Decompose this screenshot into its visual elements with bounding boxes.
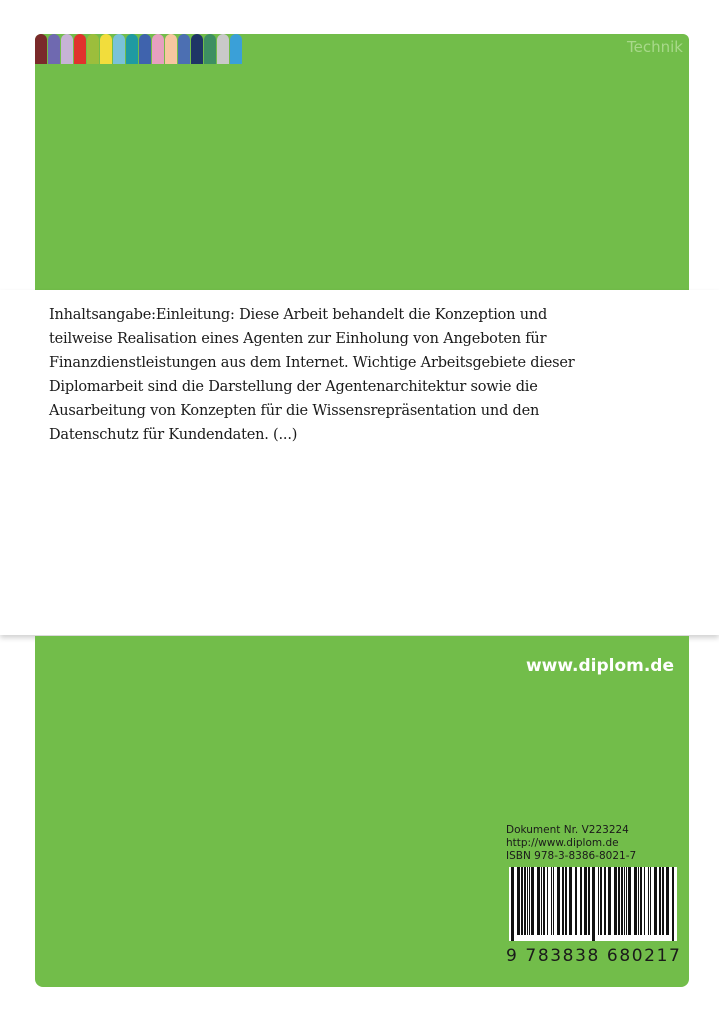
barcode-bar [543, 867, 545, 935]
barcode-bar [666, 867, 669, 935]
color-tab [87, 34, 99, 64]
color-tab [35, 34, 47, 64]
color-tab [61, 34, 73, 64]
barcode-bar [650, 867, 651, 935]
category-label: Technik [627, 38, 683, 56]
color-tab [48, 34, 60, 64]
barcode-bar [634, 867, 637, 935]
barcode-bar [553, 867, 554, 935]
barcode-bar [592, 867, 595, 941]
barcode-bar [575, 867, 577, 935]
barcode-bar [662, 867, 664, 935]
color-tab [204, 34, 216, 64]
barcode-bar [584, 867, 587, 935]
barcode-bar [588, 867, 590, 935]
barcode-bar [644, 867, 645, 935]
barcode-bar [626, 867, 627, 935]
color-tab [178, 34, 190, 64]
barcode-bar [672, 867, 674, 941]
isbn-barcode [509, 867, 677, 941]
barcode-bar [527, 867, 528, 935]
barcode-bar [551, 867, 552, 935]
barcode-bar [511, 867, 514, 941]
barcode-bar [547, 867, 548, 935]
color-tab [100, 34, 112, 64]
barcode-bar [562, 867, 564, 935]
barcode-bar [614, 867, 617, 935]
isbn-number: ISBN 978-3-8386-8021-7 [506, 850, 637, 862]
color-tab [126, 34, 138, 64]
barcode-icon [509, 867, 677, 941]
color-tab [113, 34, 125, 64]
publisher-url[interactable]: www.diplom.de [525, 656, 674, 676]
color-tab [152, 34, 164, 64]
barcode-bar [557, 867, 560, 935]
barcode-bar [621, 867, 623, 935]
color-tab [230, 34, 242, 64]
barcode-bar [624, 867, 625, 935]
barcode-bar [628, 867, 631, 935]
barcode-bar [600, 867, 602, 935]
cover-top-panel [35, 34, 689, 290]
barcode-bar [580, 867, 582, 935]
barcode-bar [648, 867, 649, 935]
barcode-bar [638, 867, 639, 935]
document-number: Dokument Nr. V223224 [506, 824, 629, 836]
barcode-bar [537, 867, 540, 935]
cover-bottom-panel [35, 636, 689, 987]
barcode-bar [565, 867, 567, 935]
color-tab [74, 34, 86, 64]
barcode-bar [541, 867, 542, 935]
barcode-bar [604, 867, 606, 935]
color-tab [217, 34, 229, 64]
barcode-bar [521, 867, 523, 935]
document-info [506, 824, 636, 863]
barcode-bar [517, 867, 520, 935]
color-tabs [35, 34, 243, 64]
barcode-bar [598, 867, 599, 935]
abstract-text: Inhaltsangabe:Einleitung: Diese Arbeit behandelt die Konzeption und teilweise Realisation eines Agenten zur Einholung von Angeboten für Finanzdienstleistungen aus dem Internet. Wichtige Arbeitsgebiete dieser Diplomarbeit sind die Darstellung der Agentenarchitektur sowie die Ausarbeitung von Konzepten für die Wissensrepräsentation und den Datenschutz für Kundendaten. (...) [49, 307, 575, 443]
barcode-bar [654, 867, 657, 935]
barcode-bar [608, 867, 611, 935]
barcode-bar [524, 867, 526, 935]
website-link[interactable]: http://www.diplom.de [506, 837, 619, 849]
barcode-bar [659, 867, 661, 935]
color-tab [165, 34, 177, 64]
barcode-bar [531, 867, 534, 935]
color-tab [191, 34, 203, 64]
barcode-bar [529, 867, 530, 935]
barcode-bar [569, 867, 572, 935]
color-tab [139, 34, 151, 64]
barcode-bar [618, 867, 620, 935]
barcode-bar [640, 867, 642, 935]
barcode-digits: 9 783838 680217 [506, 946, 682, 966]
